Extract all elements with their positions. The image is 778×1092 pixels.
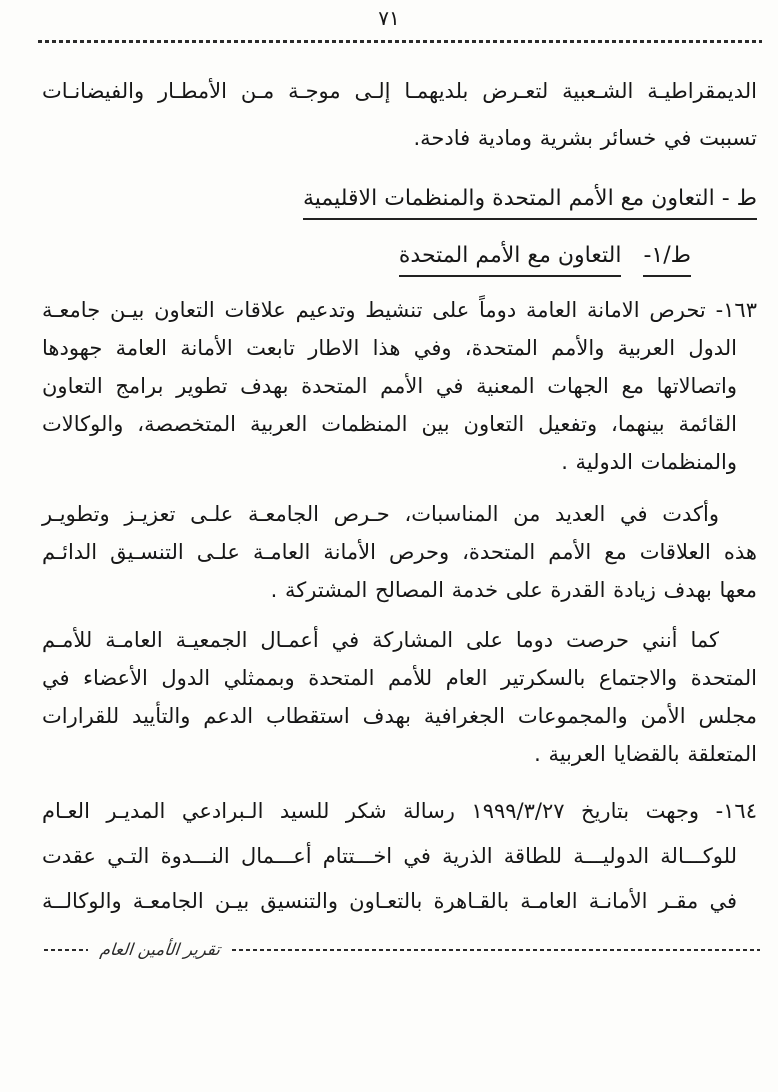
text-line: الدول العربية والأمم المتحدة، وفي هذا الاطار تابعت الأمانة العامة جهودها <box>42 336 737 360</box>
section-heading <box>42 186 757 220</box>
text-line: مجلس الأمن والمجموعات الجغرافية بهدف استقطاب الدعم والتأييد للقرارات <box>42 704 757 728</box>
footer-caption: تقرير الأمين العام <box>99 940 222 959</box>
text-line: واتصالاتها مع الجهات المعنية في الأمم المتحدة بهدف تطوير برامج التعاون <box>42 374 737 398</box>
text-line: ١٦٣- تحرص الامانة العامة دوماً على تنشيط وتدعيم علاقات التعاون بيـن جامعـة <box>42 298 757 322</box>
text-line: المتعلقة بالقضايا العربية . <box>534 742 757 766</box>
text-line: ١٦٤- وجهت بتاريخ ١٩٩٩/٣/٢٧ رسالة شكر للسيد الـبرادعي المديـر العـام <box>42 799 757 823</box>
text-line: في مقـر الأمانـة العامـة بالقـاهرة بالتعـاون والتنسيق بيـن الجامعـة والوكالــة <box>42 889 737 913</box>
footer <box>44 940 760 959</box>
paragraph-163 <box>42 291 757 481</box>
footer-divider-left <box>44 949 88 951</box>
text-line: كما أنني حرصت دوما على المشاركة في أعمـال الجمعيـة العامـة للأمـم <box>42 628 719 652</box>
text-line: والمنظمات الدولية . <box>561 450 737 474</box>
text-line: وأكدت في العديد من المناسبات، حـرص الجامعـة علـى تعزيـز وتطويـر <box>42 502 719 526</box>
subsection-title: التعاون مع الأمم المتحدة <box>399 244 622 277</box>
text-line: هذه العلاقات مع الأمم المتحدة، وحرص الأمانة العامـة علـى التنسـيق الدائـم <box>42 540 757 564</box>
text-line: القائمة بينهما، وتفعيل التعاون بين المنظمات العربية المتخصصة، والوكالات <box>42 412 737 436</box>
page-content <box>42 64 757 924</box>
text-line: الديمقراطيـة الشـعبية لتعـرض بلديهمـا إلـى موجـة مـن الأمطـار والفيضانـات <box>42 79 757 103</box>
paragraph-164 <box>42 789 757 924</box>
text-line: تسببت في خسائر بشرية ومادية فادحة. <box>413 126 757 150</box>
section-heading-text: ط - التعاون مع الأمم المتحدة والمنظمات الاقليمية <box>303 187 757 220</box>
subsection-number: ط/١- <box>643 244 691 277</box>
subsection-heading <box>42 243 691 277</box>
paragraph-emphasis <box>42 495 757 609</box>
page-number: ٧١ <box>378 6 400 30</box>
text-line: للوكـــالة الدوليـــة للطاقة الذرية في اخـــتتام أعـــمال النـــدوة التـي عقدت <box>42 844 737 868</box>
text-line: المتحدة والاجتماع بالسكرتير العام للأمم المتحدة وبممثلي الدول الأعضاء في <box>42 666 757 690</box>
intro-paragraph <box>42 68 757 162</box>
footer-divider-right <box>232 949 760 951</box>
text-line: معها بهدف زيادة القدرة على خدمة المصالح المشتركة . <box>270 578 757 602</box>
top-divider <box>38 40 762 43</box>
paragraph-participation <box>42 621 757 773</box>
